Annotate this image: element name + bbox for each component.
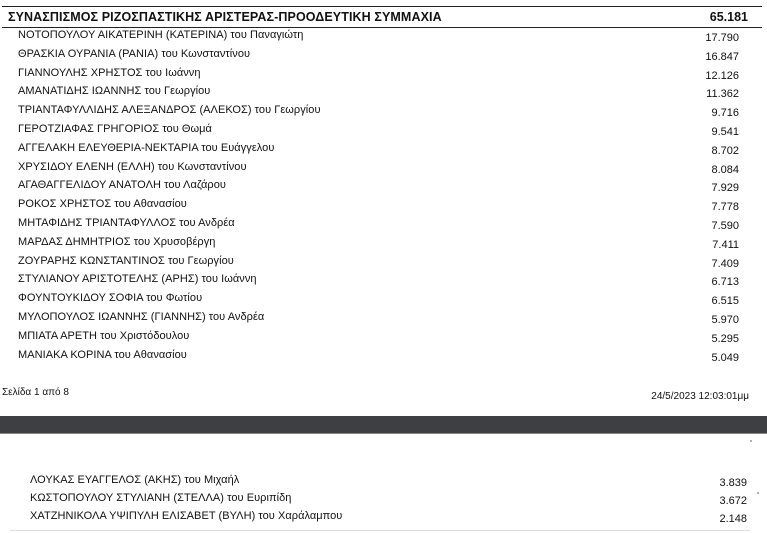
- candidate-row: [0, 236, 767, 254]
- candidate-name: ΖΟΥΡΑΡΗΣ ΚΩΝΣΤΑΝΤΙΝΟΣ του Γεωργίου: [18, 254, 234, 267]
- candidate-votes: 9.716: [711, 107, 739, 120]
- candidate-votes: 16.847: [705, 50, 739, 63]
- candidate-votes: 12.126: [705, 69, 739, 82]
- candidate-name: ΣΤΥΛΙΑΝΟΥ ΑΡΙΣΤΟΤΕΛΗΣ (ΑΡΗΣ) του Ιωάννη: [18, 273, 257, 286]
- candidate-name: ΦΟΥΝΤΟΥΚΙΔΟΥ ΣΟΦΙΑ του Φωτίου: [18, 292, 203, 305]
- candidate-row: [0, 67, 767, 85]
- candidate-name: ΜΑΡΔΑΣ ΔΗΜΗΤΡΙΟΣ του Χρυσοβέργη: [18, 235, 216, 248]
- candidate-votes: 17.790: [705, 32, 739, 44]
- candidate-row: [0, 255, 767, 273]
- bottom-rule: [10, 530, 750, 531]
- candidate-name: ΜΑΝΙΑΚΑ ΚΟΡΙΝΑ του Αθανασίου: [18, 348, 187, 361]
- candidate-row: [0, 104, 767, 122]
- party-name: ΣΥΝΑΣΠΙΣΜΟΣ ΡΙΖΟΣΠΑΣΤΙΚΗΣ ΑΡΙΣΤΕΡΑΣ-ΠΡΟΟΔΕΥΤΙΚΗ ΣΥΜΜΑΧΙΑ: [8, 10, 442, 24]
- candidate-name: ΘΡΑΣΚΙΑ ΟΥΡΑΝΙΑ (ΡΑΝΙΑ) του Κωνσταντίνου: [18, 47, 251, 60]
- candidate-row: [0, 311, 767, 329]
- scan-speck: [750, 440, 752, 442]
- candidate-votes: 7.590: [711, 220, 739, 232]
- candidate-votes: 5.970: [711, 314, 739, 326]
- candidate-name: ΓΙΑΝΝΟΥΛΗΣ ΧΡΗΣΤΟΣ του Ιωάννη: [18, 66, 201, 79]
- candidate-name: ΚΩΣΤΟΠΟΥΛΟΥ ΣΤΥΛΙΑΝΗ (ΣΤΕΛΛΑ) του Ευριπίδη: [30, 492, 292, 504]
- candidate-votes: 7.411: [712, 238, 739, 251]
- candidate-name: ΑΓΑΘΑΓΓΕΛΙΔΟΥ ΑΝΑΤΟΛΗ του Λαζάρου: [18, 179, 226, 192]
- page-number: Σελίδα 1 από 8: [2, 387, 69, 398]
- candidate-name: ΧΑΤΖΗΝΙΚΟΛΑ ΥΨΙΠΥΛΗ ΕΛΙΣΑΒΕΤ (ΒΥΛΗ) του Χαράλαμπου: [30, 510, 343, 522]
- party-header-row: [2, 6, 762, 28]
- candidate-votes: 6.515: [711, 295, 739, 308]
- candidate-row: [0, 273, 767, 291]
- candidate-row: [0, 349, 767, 367]
- candidate-votes: 8.702: [711, 144, 739, 157]
- candidate-row: [0, 142, 767, 160]
- candidate-row: [0, 217, 767, 235]
- candidate-name: ΛΟΥΚΑΣ ΕΥΑΓΓΕΛΟΣ (ΑΚΗΣ) του Μιχαήλ: [30, 474, 240, 486]
- candidate-votes: 5.295: [711, 332, 739, 345]
- scan-speck: [757, 492, 759, 494]
- print-timestamp: 24/5/2023 12:03:01μμ: [651, 391, 749, 402]
- candidate-name: ΜΥΛΟΠΟΥΛΟΣ ΙΩΑΝΝΗΣ (ΓΙΑΝΝΗΣ) του Ανδρέα: [18, 311, 265, 323]
- candidate-name: ΡΟΚΟΣ ΧΡΗΣΤΟΣ του Αθανασίου: [18, 198, 187, 211]
- candidate-votes: 7.409: [711, 257, 739, 270]
- candidate-votes: 7.778: [711, 201, 739, 214]
- candidate-votes: 8.084: [711, 163, 739, 176]
- candidate-row: [0, 48, 767, 66]
- candidate-votes: 7.929: [711, 182, 739, 195]
- candidate-votes: 2.148: [719, 513, 747, 525]
- candidate-name: ΜΠΙΑΤΑ ΑΡΕΤΗ του Χριστόδουλου: [18, 329, 190, 342]
- party-total-votes: 65.181: [709, 10, 748, 24]
- candidate-row: [0, 123, 767, 141]
- candidate-row: [0, 198, 767, 216]
- candidate-row: [0, 29, 767, 47]
- candidate-row: [0, 292, 767, 310]
- candidate-row: [0, 85, 767, 103]
- candidate-name: ΤΡΙΑΝΤΑΦΥΛΛΙΔΗΣ ΑΛΕΞΑΝΔΡΟΣ (ΑΛΕΚΟΣ) του Γεωργίου: [18, 104, 321, 117]
- candidate-row: [0, 330, 767, 348]
- candidate-name: ΑΓΓΕΛΑΚΗ ΕΛΕΥΘΕΡΙΑ-ΝΕΚΤΑΡΙΑ του Ευάγγελου: [18, 141, 275, 154]
- candidate-votes: 9.541: [711, 126, 739, 138]
- document-page-2: [0, 434, 767, 533]
- candidate-name: ΝΟΤΟΠΟΥΛΟΥ ΑΙΚΑΤΕΡΙΝΗ (ΚΑΤΕΡΙΝΑ) του Παναγιώτη: [18, 29, 304, 41]
- candidate-name: ΑΜΑΝΑΤΙΔΗΣ ΙΩΑΝΝΗΣ του Γεωργίου: [18, 85, 211, 98]
- candidate-votes: 3.839: [719, 477, 747, 489]
- candidate-votes: 3.672: [719, 495, 747, 507]
- candidate-name: ΜΗΤΑΦΙΔΗΣ ΤΡΙΑΝΤΑΦΥΛΛΟΣ του Ανδρέα: [18, 217, 235, 229]
- candidate-row: [0, 492, 767, 510]
- candidate-votes: 6.713: [711, 276, 739, 289]
- candidate-row: [0, 161, 767, 179]
- candidate-votes: 11.362: [706, 88, 739, 101]
- candidate-votes: 5.049: [711, 351, 739, 364]
- candidate-row: [0, 510, 767, 528]
- candidate-name: ΓΕΡΟΤΖΙΑΦΑΣ ΓΡΗΓΟΡΙΟΣ του Θωμά: [18, 123, 212, 135]
- candidate-row: [0, 179, 767, 197]
- page-separator: [0, 416, 767, 434]
- candidate-row: [0, 474, 767, 492]
- candidate-name: ΧΡΥΣΙΔΟΥ ΕΛΕΝΗ (ΕΛΛΗ) του Κωνσταντίνου: [18, 160, 247, 173]
